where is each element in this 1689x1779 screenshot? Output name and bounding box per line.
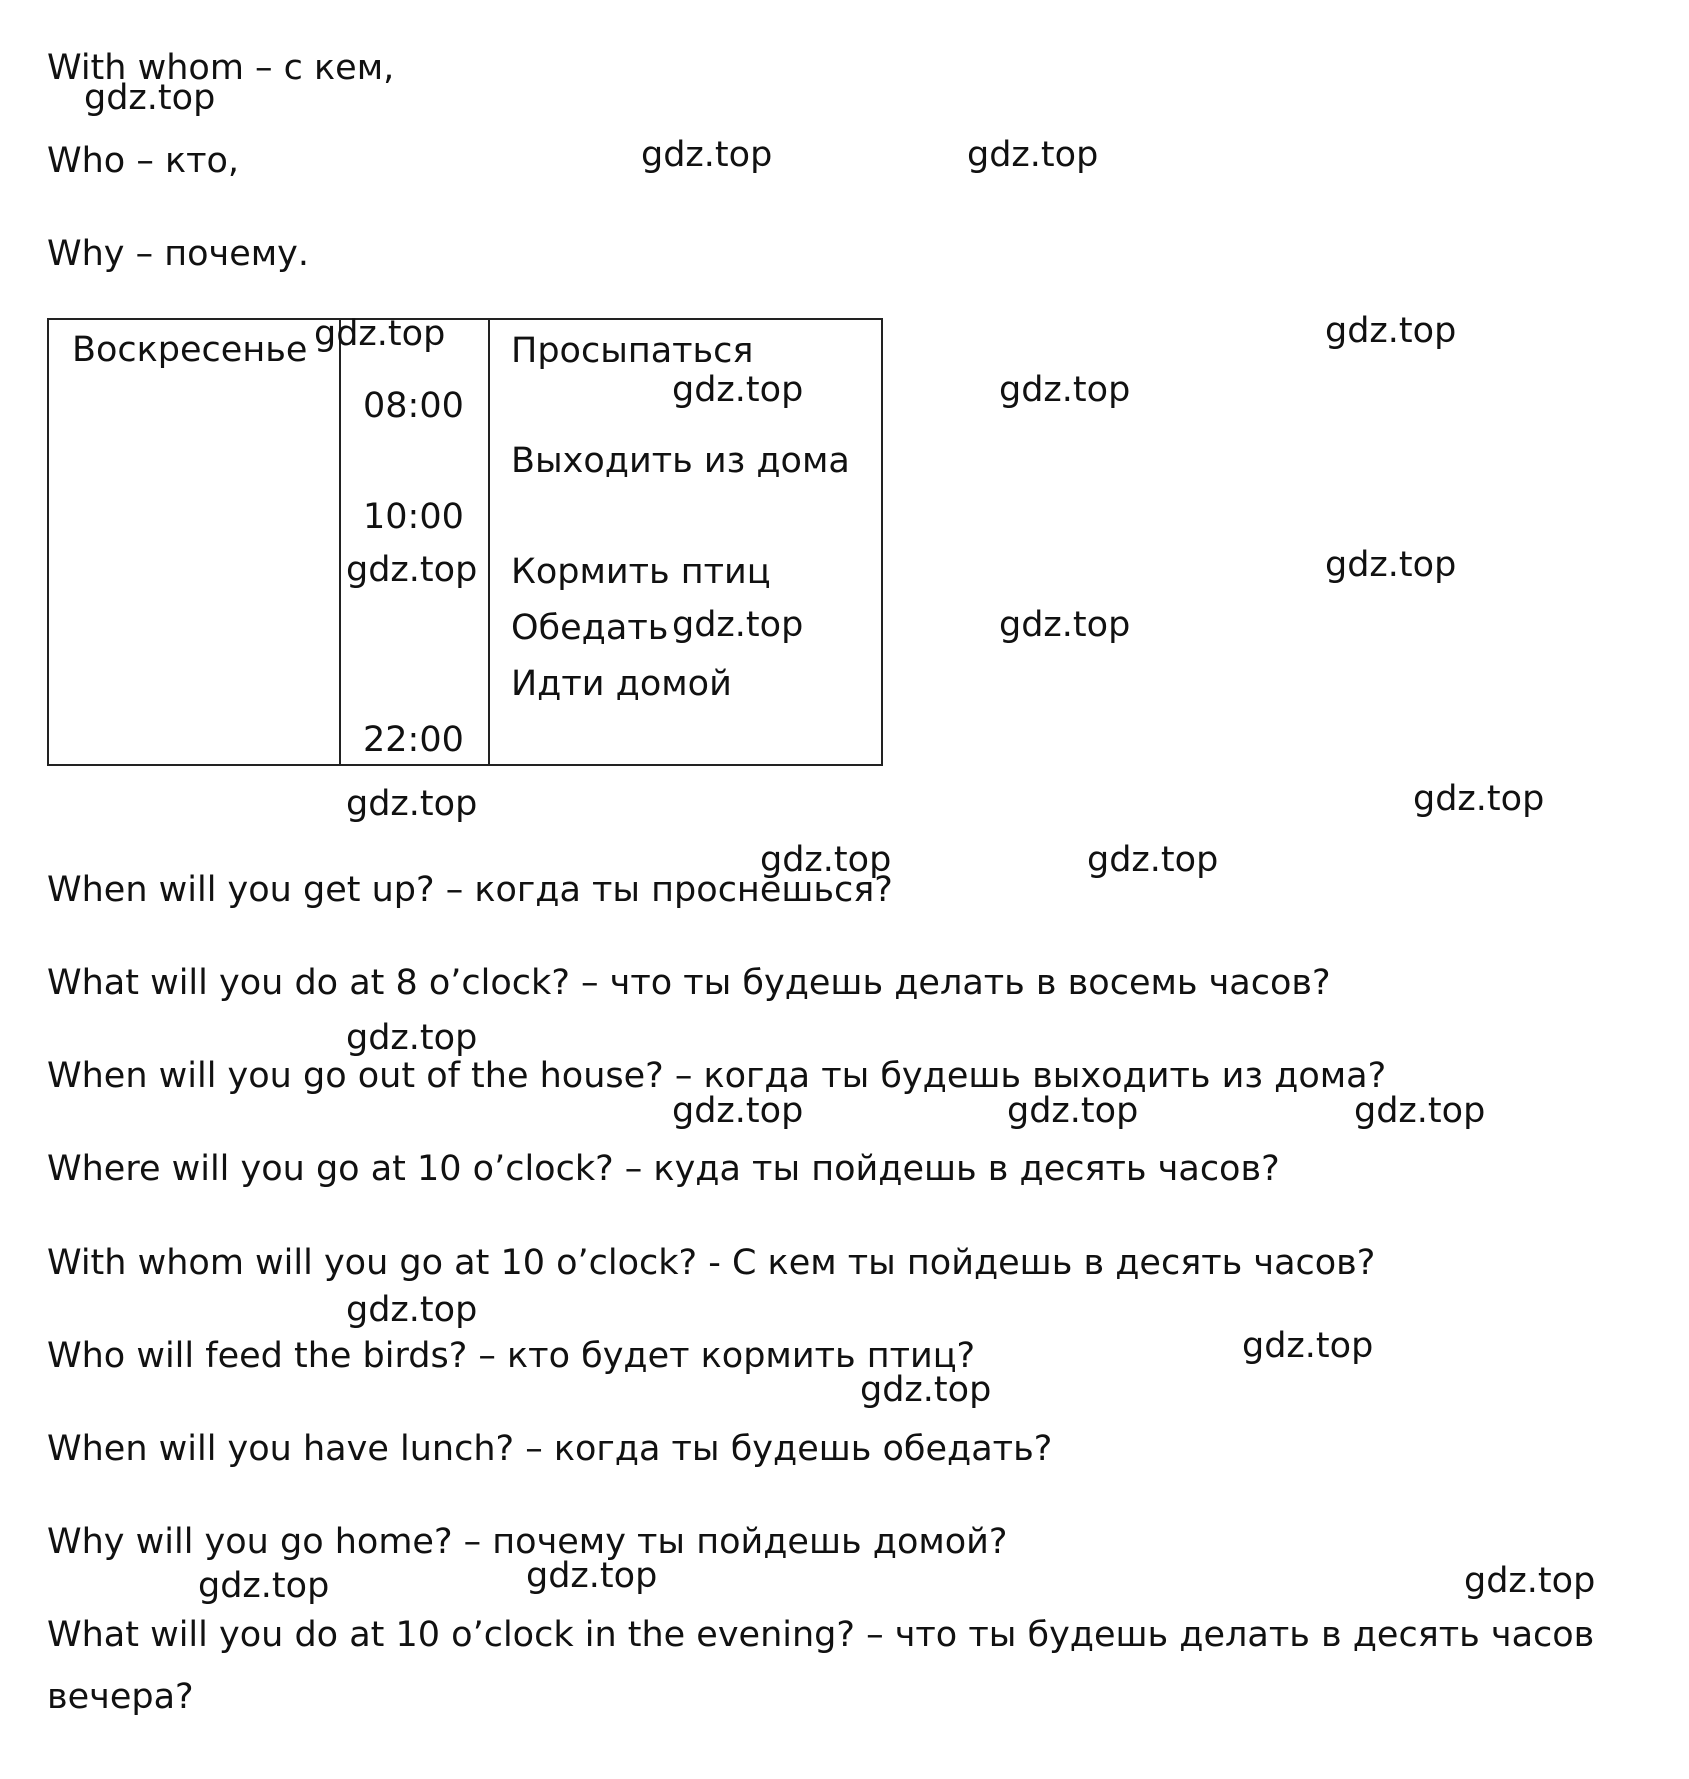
question-line: What will you do at 8 o’clock? – что ты будешь делать в восемь часов? [47,963,1331,1003]
question-line: вечера? [47,1677,194,1717]
watermark-text: gdz.top [526,1556,658,1596]
table-time-cell: 08:00 [363,386,464,426]
question-line: Where will you go at 10 o’clock? – куда ты пойдешь в десять часов? [47,1149,1280,1189]
vocab-line-why: Why – почему. [47,234,310,274]
watermark-text: gdz.top [999,370,1131,410]
watermark-text: gdz.top [860,1370,992,1410]
watermark-text: gdz.top [1413,779,1545,819]
watermark-text: gdz.top [760,840,892,880]
watermark-text: gdz.top [346,1290,478,1330]
table-column-divider [488,320,490,764]
question-line: When will you get up? – когда ты проснешься? [47,870,893,910]
watermark-text: gdz.top [1242,1326,1374,1366]
watermark-text: gdz.top [999,605,1131,645]
watermark-text: gdz.top [672,605,804,645]
watermark-text: gdz.top [641,135,773,175]
table-activity-cell: Обедать [511,608,669,648]
watermark-text: gdz.top [1087,840,1219,880]
watermark-text: gdz.top [84,78,216,118]
watermark-text: gdz.top [314,314,446,354]
question-line: When will you have lunch? – когда ты будешь обедать? [47,1429,1053,1469]
watermark-text: gdz.top [1325,545,1457,585]
table-activity-cell: Кормить птиц [511,552,771,592]
watermark-text: gdz.top [1354,1091,1486,1131]
watermark-text: gdz.top [967,135,1099,175]
question-line: When will you go out of the house? – когда ты будешь выходить из дома? [47,1056,1387,1096]
vocab-line-with-whom: With whom – с кем, [47,48,395,88]
table-activity-cell: Выходить из дома [511,441,850,481]
question-line: What will you do at 10 o’clock in the evening? – что ты будешь делать в десять часов [47,1615,1595,1655]
watermark-text: gdz.top [198,1566,330,1606]
table-time-cell: 22:00 [363,720,464,760]
table-activity-cell: Просыпаться [511,331,754,371]
question-line: With whom will you go at 10 o’clock? - С кем ты пойдешь в десять часов? [47,1243,1376,1283]
vocab-line-who: Who – кто, [47,141,240,181]
table-activity-cell: Идти домой [511,664,732,704]
question-line: Why will you go home? – почему ты пойдешь домой? [47,1522,1008,1562]
watermark-text: gdz.top [672,370,804,410]
watermark-text: gdz.top [672,1091,804,1131]
watermark-text: gdz.top [1464,1561,1596,1601]
watermark-text: gdz.top [1325,311,1457,351]
table-time-cell: 10:00 [363,497,464,537]
watermark-text: gdz.top [1007,1091,1139,1131]
table-day-cell: Воскресенье [72,330,308,370]
watermark-text: gdz.top [346,550,478,590]
watermark-text: gdz.top [346,784,478,824]
table-column-divider [339,320,341,764]
watermark-text: gdz.top [346,1018,478,1058]
question-line: Who will feed the birds? – кто будет кормить птиц? [47,1336,976,1376]
